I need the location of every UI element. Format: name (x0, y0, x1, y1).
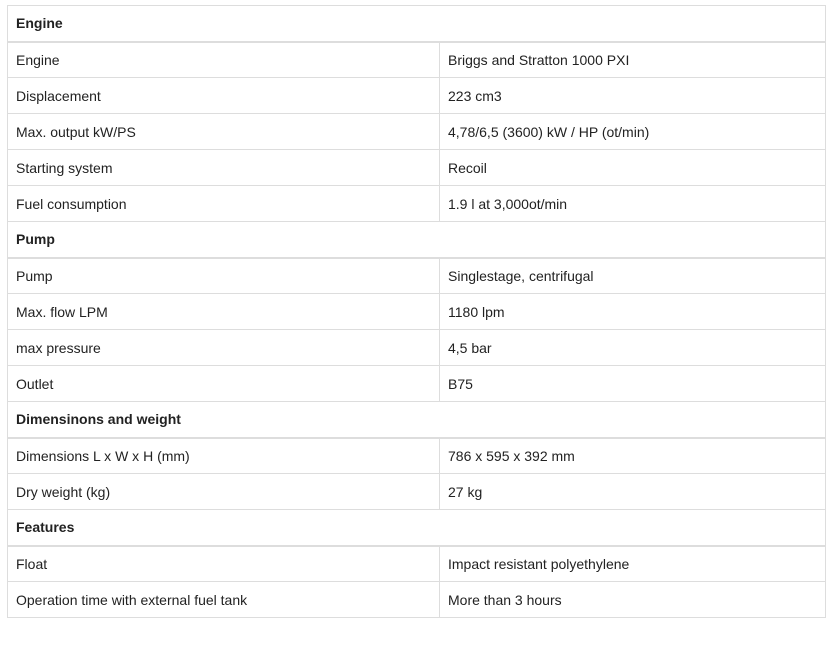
spec-value: Singlestage, centrifugal (440, 258, 826, 294)
table-row (8, 258, 826, 294)
section-title: Pump (8, 222, 826, 258)
section-header-dimensions (8, 402, 826, 438)
spec-value: 27 kg (440, 474, 826, 510)
table-row (8, 474, 826, 510)
spec-label: Engine (8, 42, 440, 78)
spec-label: Max. output kW/PS (8, 114, 440, 150)
spec-value: 786 x 595 x 392 mm (440, 438, 826, 474)
table-row (8, 366, 826, 402)
table-row (8, 438, 826, 474)
spec-table (7, 5, 826, 618)
spec-label: Displacement (8, 78, 440, 114)
section-header-engine (8, 6, 826, 42)
section-header-features (8, 510, 826, 546)
table-row (8, 186, 826, 222)
spec-label: Max. flow LPM (8, 294, 440, 330)
spec-value: 223 cm3 (440, 78, 826, 114)
spec-label: Dimensions L x W x H (mm) (8, 438, 440, 474)
section-title: Dimensinons and weight (8, 402, 826, 438)
spec-label: Starting system (8, 150, 440, 186)
table-row (8, 78, 826, 114)
table-row (8, 150, 826, 186)
spec-value: 1.9 l at 3,000ot/min (440, 186, 826, 222)
spec-label: Fuel consumption (8, 186, 440, 222)
spec-label: Operation time with external fuel tank (8, 582, 440, 618)
table-row (8, 546, 826, 582)
spec-value: 4,78/6,5 (3600) kW / HP (ot/min) (440, 114, 826, 150)
section-title: Engine (8, 6, 826, 42)
section-header-pump (8, 222, 826, 258)
table-row (8, 114, 826, 150)
spec-value: Recoil (440, 150, 826, 186)
spec-value: 4,5 bar (440, 330, 826, 366)
table-row (8, 294, 826, 330)
table-row (8, 42, 826, 78)
spec-value: B75 (440, 366, 826, 402)
section-title: Features (8, 510, 826, 546)
spec-value: More than 3 hours (440, 582, 826, 618)
spec-label: Pump (8, 258, 440, 294)
table-row (8, 330, 826, 366)
spec-label: Dry weight (kg) (8, 474, 440, 510)
spec-value: Briggs and Stratton 1000 PXI (440, 42, 826, 78)
spec-label: Outlet (8, 366, 440, 402)
spec-value: 1180 lpm (440, 294, 826, 330)
spec-label: Float (8, 546, 440, 582)
spec-label: max pressure (8, 330, 440, 366)
table-row (8, 582, 826, 618)
spec-value: Impact resistant polyethylene (440, 546, 826, 582)
